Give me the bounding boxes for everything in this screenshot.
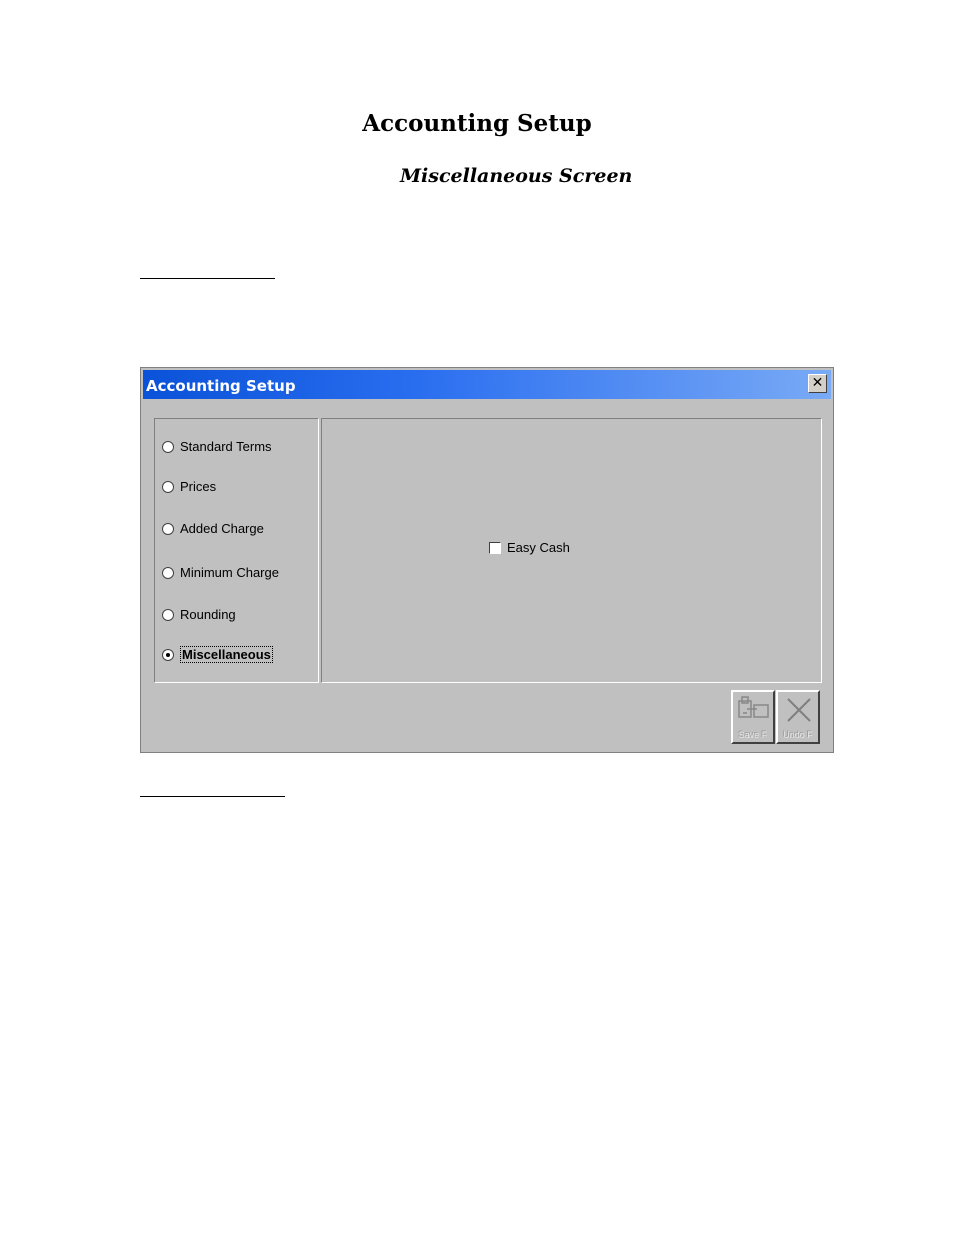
radio-button[interactable] — [162, 609, 174, 621]
close-icon: ✕ — [811, 375, 824, 391]
undo-button-label: Undo F — [783, 730, 813, 740]
undo-button[interactable] — [776, 690, 820, 744]
option-label: Standard Terms — [180, 439, 272, 454]
save-icon — [737, 695, 771, 725]
undo-x-icon — [782, 695, 816, 725]
easy-cash-label: Easy Cash — [507, 540, 570, 555]
radio-button[interactable] — [162, 441, 174, 453]
easy-cash-checkbox[interactable] — [489, 542, 501, 554]
save-button-label: Save F — [738, 730, 768, 740]
window-titlebar[interactable] — [143, 370, 831, 399]
section-underline-2 — [140, 796, 285, 797]
settings-panel — [321, 418, 822, 683]
radio-button[interactable] — [162, 523, 174, 535]
accounting-setup-window — [140, 367, 834, 753]
document-subtitle: Miscellaneous Screen — [400, 165, 633, 187]
radio-button[interactable] — [162, 567, 174, 579]
radio-button[interactable] — [162, 481, 174, 493]
save-button[interactable] — [731, 690, 775, 744]
window-title: Accounting Setup — [146, 377, 296, 395]
radio-button-selected[interactable] — [162, 649, 174, 661]
option-label: Added Charge — [180, 521, 264, 536]
option-label: Rounding — [180, 607, 236, 622]
section-underline-1 — [140, 278, 275, 279]
option-label: Minimum Charge — [180, 565, 279, 580]
option-label: Miscellaneous — [182, 647, 271, 662]
close-button[interactable] — [808, 374, 827, 393]
option-label: Prices — [180, 479, 217, 494]
document-title: Accounting Setup — [362, 110, 592, 137]
options-panel — [154, 418, 319, 683]
